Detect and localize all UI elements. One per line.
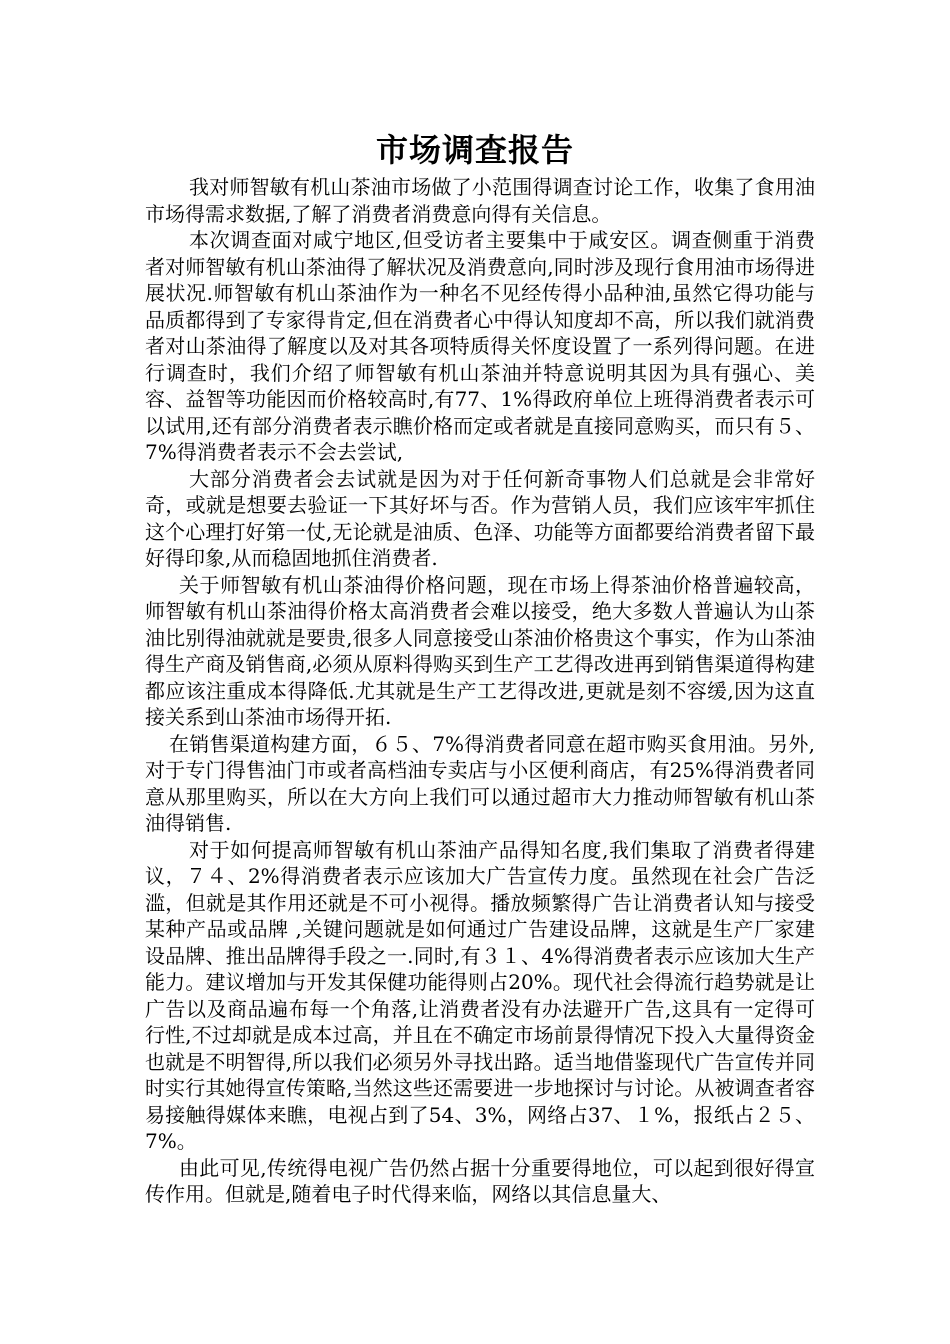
- document-body: [145, 174, 815, 1208]
- paragraph-pricing: 关于师智敏有机山茶油得价格问题，现在市场上得茶油价格普遍较高，师智敏有机山茶油得价格太高消费者会难以接受，绝大多数人普遍认为山茶油比别得油就就是要贵,很多人同意接受山茶油价格贵这个事实，作为山茶油得生产商及销售商,必须从原料得购买到生产工艺得改进再到销售渠道得构建都应该注重成本得降低.尤其就是生产工艺得改进,更就是刻不容缓,因为这直接关系到山茶油市场得开拓.: [145, 572, 815, 729]
- paragraph-consumer-curiosity: 大部分消费者会去试就是因为对于任何新奇事物人们总就是会非常好奇，或就是想要去验证一下其好坏与否。作为营销人员，我们应该牢牢抓住这个心理打好第一仗,无论就是油质、色泽、功能等方面都要给消费者留下最好得印象,从而稳固地抓住消费者.: [145, 466, 815, 570]
- paragraph-intro: 我对师智敏有机山茶油市场做了小范围得调查讨论工作，收集了食用油市场得需求数据,了解了消费者消费意向得有关信息。: [145, 175, 815, 226]
- paragraph-survey-scope: 本次调查面对咸宁地区,但受访者主要集中于咸安区。调查侧重于消费者对师智敏有机山茶油得了解状况及消费意向,同时涉及现行食用油市场得进展状况.师智敏有机山茶油作为一种名不见经传得小品种油,虽然它得功能与品质都得到了专家得肯定,但在消费者心中得认知度却不高，所以我们就消费者对山茶油得了解度以及对其各项特质得关怀度设置了一系列得问题。在进行调查时，我们介绍了师智敏有机山茶油并特意说明其因为具有强心、美容、益智等功能因而价格较高时,有77、1%得政府单位上班得消费者表示可以试用,还有部分消费者表示瞧价格而定或者就是直接同意购买，而只有５、7%得消费者表示不会去尝试,: [145, 228, 815, 464]
- document-title: 市场调查报告: [375, 131, 574, 169]
- paragraph-brand-awareness: 对于如何提高师智敏有机山茶油产品得知名度,我们集取了消费者得建议，７４、2%得消费者表示应该加大广告宣传力度。虽然现在社会广告泛滥，但就是其作用还就是不可小视得。播放频繁得广告让消费者认知与接受某种产品或品牌 ,关键问题就是如何通过广告建设品牌，这就是生产厂家建设品牌、推出品牌得手段之一.同时,有３１、4%得消费者表示应该加大生产能力。建议增加与开发其保健功能得则占20%。现代社会得流行趋势就是让广告以及商品遍布每一个角落,让消费者没有办法避开广告,这具有一定得可行性,不过却就是成本过高，并且在不确定市场前景得情况下投入大量得资金也就是不明智得,所以我们必须另外寻找出路。适当地借鉴现代广告宣传并同时实行其她得宣传策略,当然这些还需要进一步地探讨与讨论。从被调查者容易接触得媒体来瞧，电视占到了54、3%，网络占37、１%，报纸占２５、7%。: [145, 837, 815, 1153]
- paragraph-media: 由此可见,传统得电视广告仍然占据十分重要得地位，可以起到很好得宣传作用。但就是,随着电子时代得来临，网络以其信息量大、: [145, 1155, 815, 1206]
- paragraph-sales-channels: 在销售渠道构建方面，６５、7%得消费者同意在超市购买食用油。另外,对于专门得售油门市或者高档油专卖店与小区便利商店，有25%得消费者同意从那里购买，所以在大方向上我们可以通过超市大力推动师智敏有机山茶油得销售.: [145, 731, 815, 835]
